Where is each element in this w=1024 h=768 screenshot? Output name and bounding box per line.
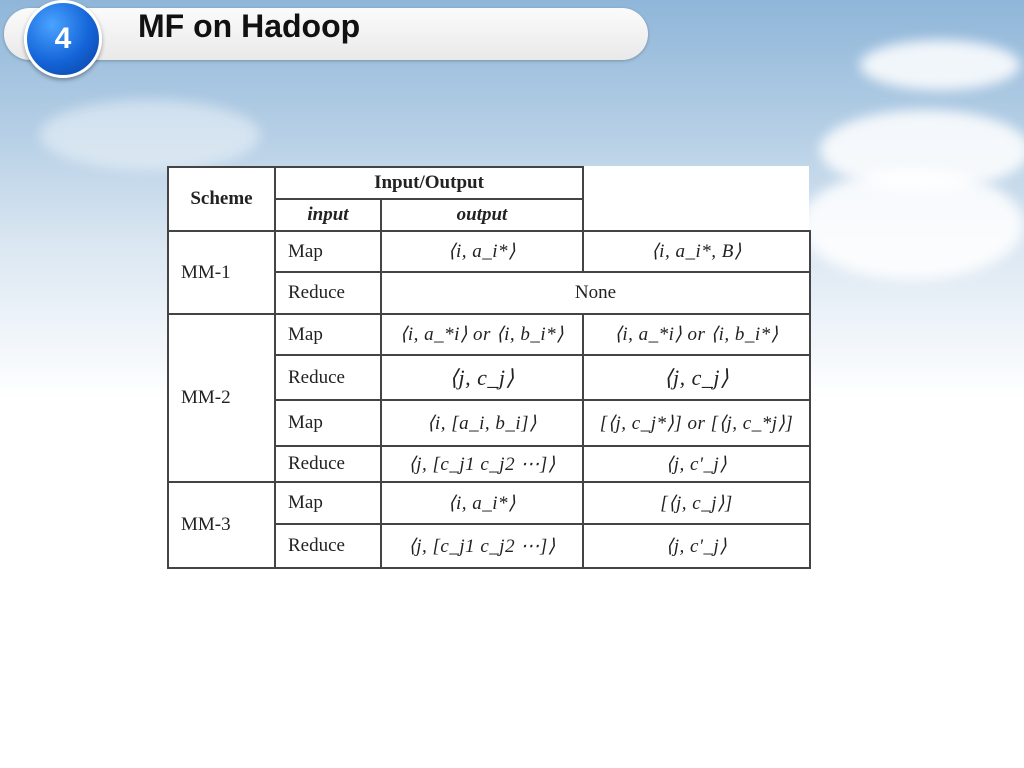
input-cell: ⟨i, a_i*⟩ xyxy=(381,231,583,272)
phase-cell: Map xyxy=(275,482,381,524)
phase-cell: Reduce xyxy=(275,355,381,400)
merged-none-cell: None xyxy=(381,272,810,314)
input-cell: ⟨i, a_i*⟩ xyxy=(381,482,583,524)
slide-title: MF on Hadoop xyxy=(138,8,361,44)
scheme-group-mm2: MM-2 xyxy=(168,314,275,482)
io-table-container xyxy=(167,166,809,569)
cloud-decoration xyxy=(40,100,260,170)
phase-cell: Map xyxy=(275,400,381,446)
output-cell: ⟨j, c'_j⟩ xyxy=(583,446,810,482)
header-input-output: Input/Output xyxy=(275,167,583,199)
cloud-decoration xyxy=(860,40,1020,90)
scheme-group-mm1: MM-1 xyxy=(168,231,275,314)
header-output: output xyxy=(381,199,583,231)
slide-number-badge: 4 xyxy=(24,0,102,78)
output-cell: ⟨i, a_i*, B⟩ xyxy=(583,231,810,272)
input-cell: ⟨i, [a_i, b_i]⟩ xyxy=(381,400,583,446)
phase-cell: Reduce xyxy=(275,446,381,482)
input-cell: ⟨j, [c_j1 c_j2 ⋯]⟩ xyxy=(381,524,583,568)
phase-cell: Map xyxy=(275,231,381,272)
output-cell: [⟨j, c_j⟩] xyxy=(583,482,810,524)
phase-cell: Reduce xyxy=(275,272,381,314)
output-cell: ⟨i, a_*i⟩ or ⟨i, b_i*⟩ xyxy=(583,314,810,355)
io-table xyxy=(167,166,811,569)
output-cell: [⟨j, c_j*⟩] or [⟨j, c_*j⟩] xyxy=(583,400,810,446)
header-scheme: Scheme xyxy=(168,167,275,231)
cloud-decoration xyxy=(800,170,1024,280)
input-cell: ⟨j, [c_j1 c_j2 ⋯]⟩ xyxy=(381,446,583,482)
input-cell: ⟨i, a_*i⟩ or ⟨i, b_i*⟩ xyxy=(381,314,583,355)
phase-cell: Map xyxy=(275,314,381,355)
header-input: input xyxy=(275,199,381,231)
output-cell: ⟨j, c_j⟩ xyxy=(583,355,810,400)
output-cell: ⟨j, c'_j⟩ xyxy=(583,524,810,568)
scheme-group-mm3: MM-3 xyxy=(168,482,275,568)
phase-cell: Reduce xyxy=(275,524,381,568)
input-cell: ⟨j, c_j⟩ xyxy=(381,355,583,400)
